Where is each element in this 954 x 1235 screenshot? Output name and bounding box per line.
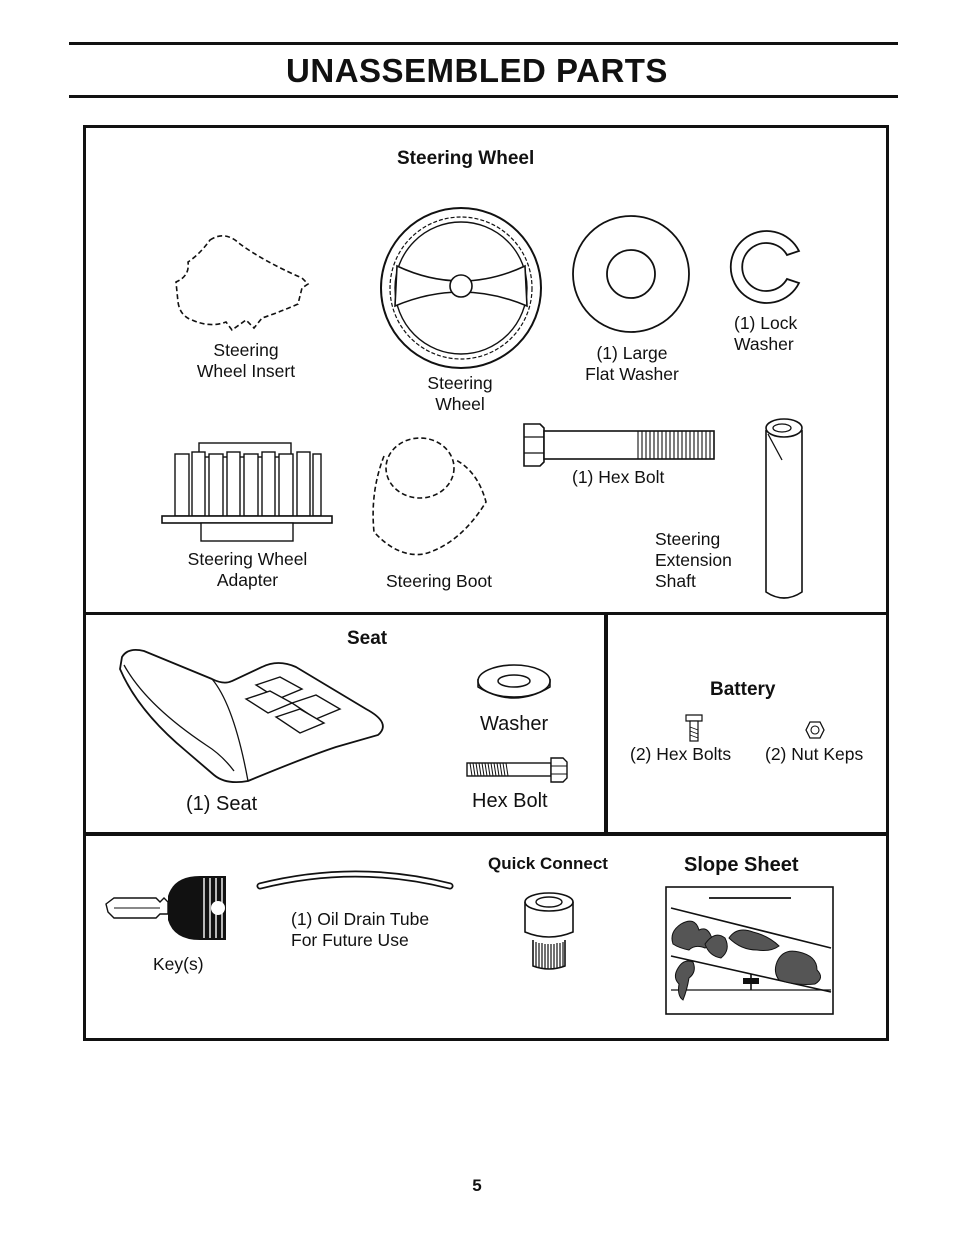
- large-flat-washer-illustration: [571, 214, 691, 334]
- title-rule-bottom: [69, 95, 898, 98]
- seat-hex-bolt-illustration: [465, 756, 569, 784]
- title-rule-top: [69, 42, 898, 45]
- steering-wheel-label: Steering Wheel: [427, 373, 493, 414]
- battery-section: [604, 612, 889, 836]
- steering-wheel-insert-illustration: [170, 232, 315, 332]
- key-illustration: [104, 874, 230, 942]
- battery-header: Battery: [710, 679, 776, 700]
- seat-label: (1) Seat: [186, 793, 258, 815]
- slope-sheet-header: Slope Sheet: [684, 854, 799, 876]
- battery-hex-bolt-illustration: [684, 713, 704, 743]
- seat-header: Seat: [347, 628, 388, 649]
- battery-hex-bolts-label: (2) Hex Bolts: [630, 744, 732, 764]
- steering-extension-shaft-label: Steering Extension Shaft: [655, 529, 732, 591]
- steering-extension-shaft-illustration: [760, 416, 808, 602]
- quick-connect-illustration: [519, 890, 579, 972]
- steering-header: Steering Wheel: [397, 148, 535, 169]
- page-title: UNASSEMBLED PARTS: [286, 52, 668, 89]
- steering-hex-bolt-illustration: [520, 420, 720, 470]
- keys-label: Key(s): [153, 954, 204, 974]
- quick-connect-header: Quick Connect: [488, 854, 608, 873]
- seat-washer-label: Washer: [480, 713, 549, 735]
- steering-wheel-illustration: [379, 206, 543, 370]
- battery-nut-kep-illustration: [804, 720, 826, 740]
- seat-washer-illustration: [476, 663, 552, 705]
- seat-hex-bolt-label: Hex Bolt: [472, 790, 548, 812]
- steering-boot-label: Steering Boot: [386, 571, 493, 591]
- seat-illustration: [116, 645, 391, 785]
- steering-hex-bolt-label: (1) Hex Bolt: [572, 467, 665, 487]
- lock-washer-illustration: [731, 229, 807, 305]
- steering-wheel-insert-label: Steering Wheel Insert: [196, 340, 296, 381]
- steering-wheel-adapter-label: Steering Wheel Adapter: [187, 549, 308, 590]
- page-number: 5: [472, 1176, 482, 1195]
- large-flat-washer-label: (1) Large Flat Washer: [585, 343, 679, 384]
- lock-washer-label: (1) Lock Washer: [734, 313, 798, 354]
- oil-drain-tube-label: (1) Oil Drain Tube For Future Use: [291, 909, 430, 950]
- slope-sheet-illustration: [665, 886, 835, 1016]
- steering-wheel-adapter-illustration: [161, 440, 333, 545]
- oil-drain-tube-illustration: [256, 868, 454, 898]
- steering-boot-illustration: [368, 432, 493, 560]
- battery-nut-keps-label: (2) Nut Keps: [765, 744, 864, 764]
